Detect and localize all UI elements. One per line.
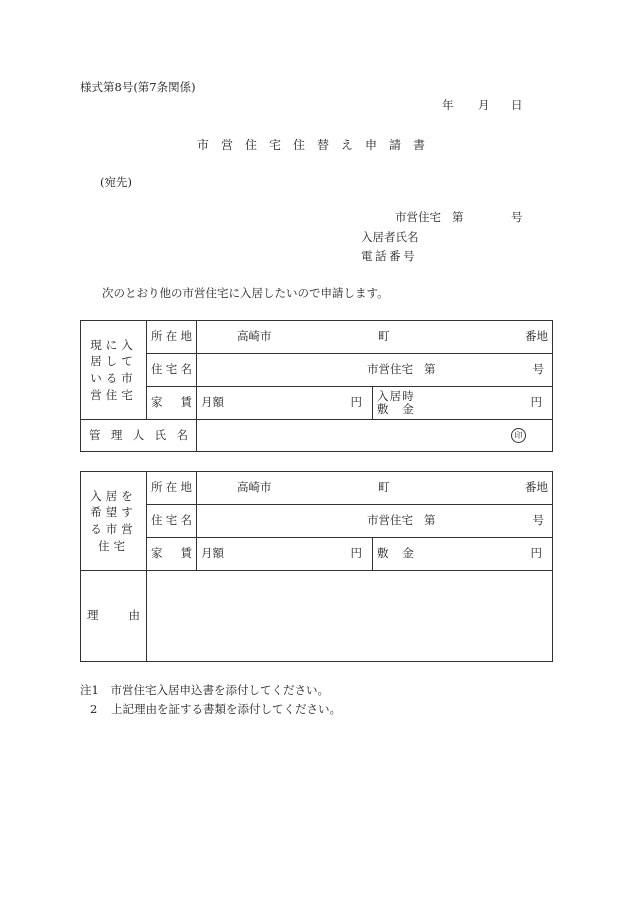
date-day-label: 日 bbox=[511, 98, 523, 112]
current-deposit-cell[interactable] bbox=[373, 387, 553, 420]
note-2 bbox=[90, 704, 341, 716]
desired-address-cell[interactable] bbox=[197, 472, 553, 505]
current-deposit-yen: 円 bbox=[530, 395, 542, 410]
current-deposit-label: 入居時 敷金 bbox=[377, 388, 428, 416]
desired-housing-table bbox=[80, 471, 553, 662]
desired-go: 号 bbox=[532, 513, 544, 527]
desired-dai: 第 bbox=[424, 513, 436, 527]
applicant-housing-label: 市営住宅 bbox=[395, 210, 441, 224]
desired-rent-yen: 円 bbox=[350, 546, 362, 561]
current-rent-yen: 円 bbox=[350, 395, 362, 410]
desired-housing-name-label: 住宅名 bbox=[147, 505, 197, 538]
desired-town: 町 bbox=[378, 480, 390, 494]
current-rent-cell[interactable] bbox=[197, 387, 373, 420]
current-address-label: 所在地 bbox=[147, 321, 197, 354]
applicant-name-label: 入居者氏名 bbox=[361, 230, 419, 244]
current-housing-name-cell[interactable] bbox=[197, 354, 553, 387]
applicant-phone-label: 電話番号 bbox=[361, 249, 418, 263]
current-housing-value: 市営住宅 bbox=[367, 362, 413, 376]
note-1 bbox=[80, 685, 329, 697]
desired-housing-value: 市営住宅 bbox=[367, 513, 413, 527]
note-1-text: 市営住宅入居申込書を添付してください。 bbox=[110, 683, 329, 697]
note-1-num: 注1 bbox=[80, 683, 99, 697]
manager-name-cell[interactable] bbox=[197, 420, 553, 452]
current-go: 号 bbox=[532, 362, 544, 376]
intro-text: 次のとおり他の市営住宅に入居したいので申請します。 bbox=[102, 286, 389, 300]
desired-banchi: 番地 bbox=[525, 480, 548, 494]
note-2-num: 2 bbox=[90, 702, 98, 716]
current-monthly-label: 月額 bbox=[201, 395, 224, 410]
desired-address-label: 所在地 bbox=[147, 472, 197, 505]
desired-deposit-label: 敷金 bbox=[377, 546, 428, 561]
current-city: 高崎市 bbox=[237, 329, 272, 343]
note-2-text: 上記理由を証する書類を添付してください。 bbox=[110, 702, 341, 716]
seal-icon: 印 bbox=[511, 428, 526, 443]
current-banchi: 番地 bbox=[525, 329, 548, 343]
desired-rent-cell[interactable] bbox=[197, 538, 373, 571]
desired-city: 高崎市 bbox=[237, 480, 272, 494]
current-address-cell[interactable] bbox=[197, 321, 553, 354]
form-number: 様式第8号(第7条関係) bbox=[80, 80, 196, 94]
current-row-label: 現に入居している市営住宅 bbox=[81, 321, 147, 420]
manager-name-label: 管理人氏名 bbox=[81, 420, 197, 452]
addressee: (宛先) bbox=[100, 175, 132, 189]
reason-cell[interactable] bbox=[147, 571, 553, 662]
current-housing-table bbox=[80, 320, 553, 452]
current-housing-name-label: 住宅名 bbox=[147, 354, 197, 387]
applicant-go: 号 bbox=[511, 210, 523, 224]
desired-housing-name-cell[interactable] bbox=[197, 505, 553, 538]
current-dai: 第 bbox=[424, 362, 436, 376]
reason-label: 理由 bbox=[81, 571, 147, 662]
desired-deposit-yen: 円 bbox=[530, 546, 542, 561]
date-year-label: 年 bbox=[442, 98, 454, 112]
desired-rent-label: 家賃 bbox=[147, 538, 197, 571]
desired-monthly-label: 月額 bbox=[201, 546, 224, 561]
page-title: 市営住宅住替え申請書 bbox=[197, 138, 438, 152]
desired-deposit-cell[interactable] bbox=[373, 538, 553, 571]
current-town: 町 bbox=[378, 329, 390, 343]
current-rent-label: 家賃 bbox=[147, 387, 197, 420]
applicant-dai: 第 bbox=[452, 210, 464, 224]
desired-row-label: 入居を希望する市営住宅 bbox=[81, 472, 147, 571]
date-month-label: 月 bbox=[478, 98, 490, 112]
